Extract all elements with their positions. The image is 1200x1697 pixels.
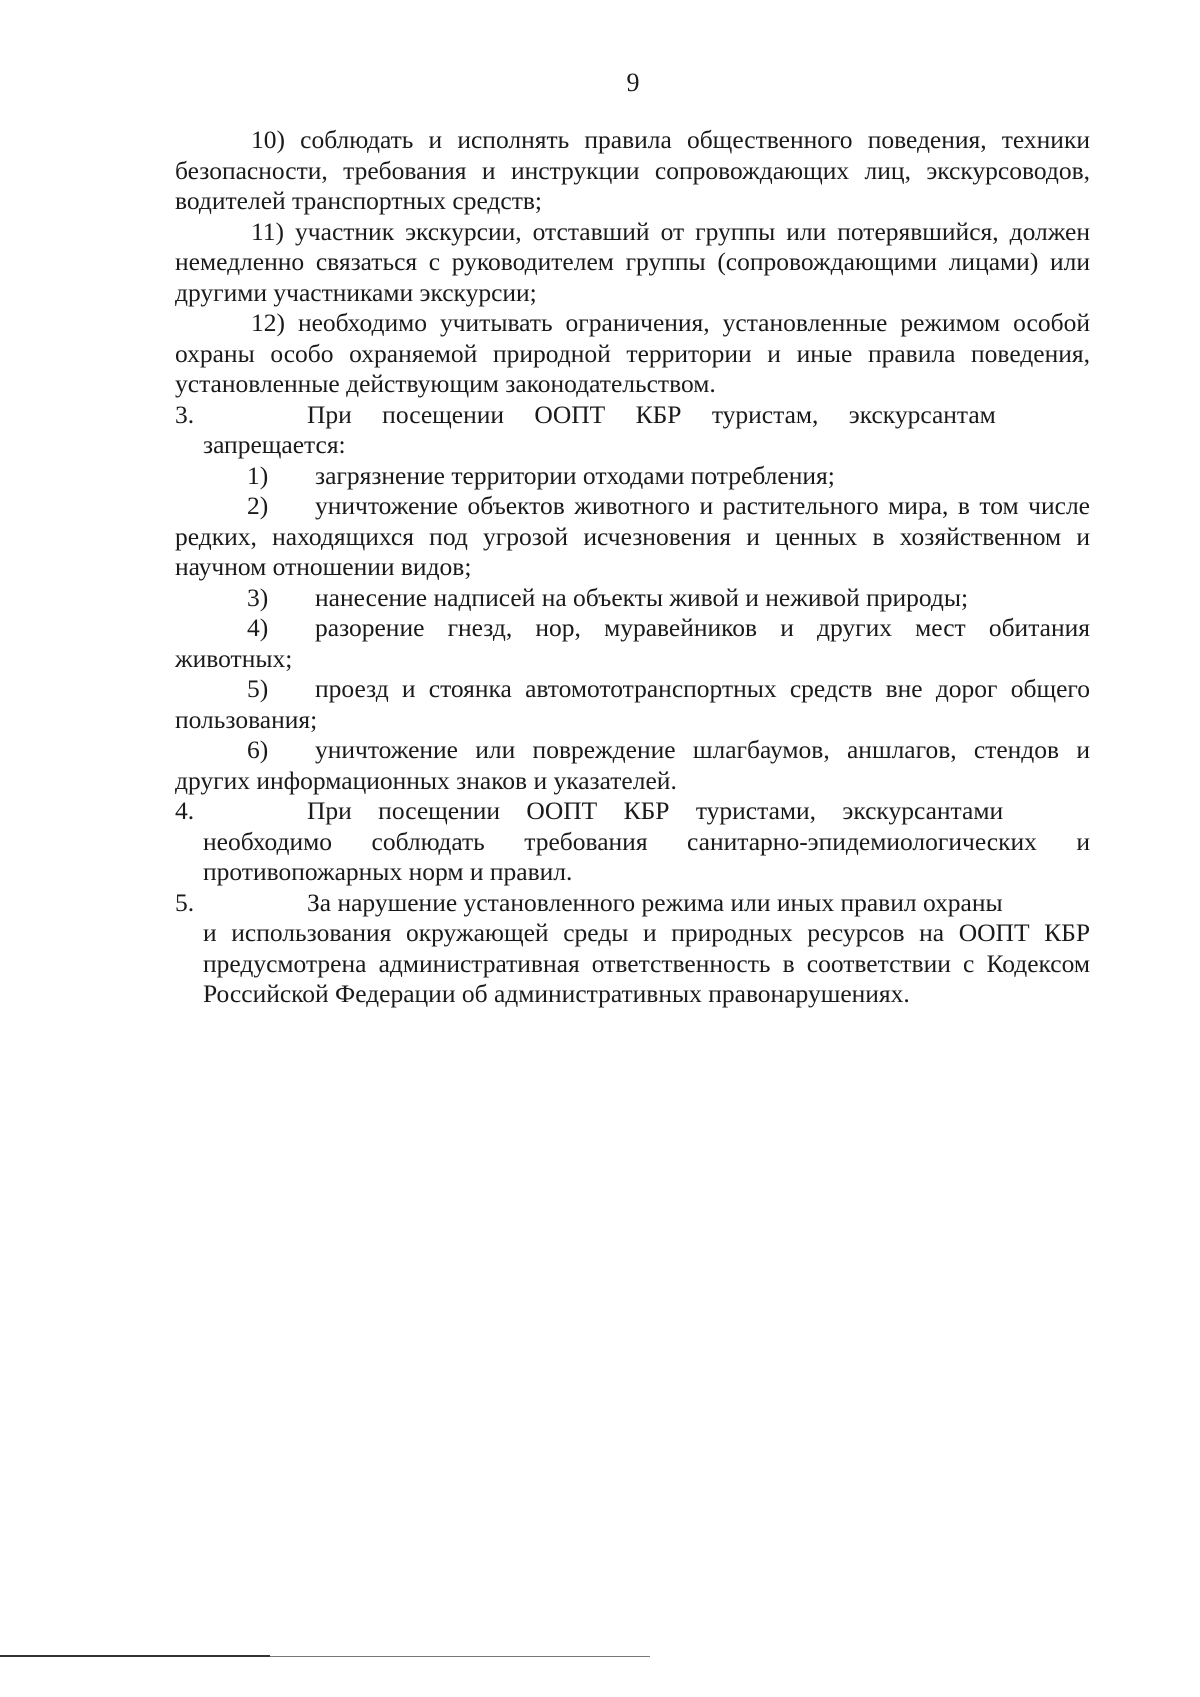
- section-3-item-3: [175, 583, 1090, 614]
- item-number: 2): [247, 491, 269, 520]
- section-5: [175, 888, 1090, 1010]
- section-5-number: 5.: [175, 887, 195, 917]
- section-5-continuation: и использования окружающей среды и природных ресурсов на ООПТ КБР предусмотрена административная ответственность в соответствии с Кодексом Российской Федерации об административных правонарушениях.: [203, 918, 1090, 1008]
- section-4-number: 4.: [175, 796, 195, 825]
- item-text: нанесение надписей на объекты живой и неживой природы;: [315, 582, 969, 612]
- item-number: 1): [247, 460, 269, 490]
- item-text: уничтожение или повреждение шлагбаумов, аншлагов, стендов и других информационных знаков и указателей.: [175, 735, 1090, 795]
- section-4: [175, 796, 1090, 888]
- item-text: загрязнение территории отходами потребления;: [315, 460, 835, 490]
- page-number: 9: [626, 68, 640, 97]
- item-text: уничтожение объектов животного и растительного мира, в том числе редких, находящихся под угрозой исчезновения и ценных в хозяйственном и научном отношении видов;: [175, 491, 1090, 581]
- section-3-item-4: [175, 613, 1090, 674]
- scan-edge-line: [0, 1655, 270, 1657]
- section-3-continuation: запрещается:: [203, 430, 346, 459]
- scan-edge-line-faint: [270, 1656, 650, 1657]
- section-4-heading: При посещении ООПТ КБР туристами, экскурсантами: [307, 796, 1004, 825]
- section-3-number: 3.: [175, 399, 195, 429]
- paragraph-12: 12) необходимо учитывать ограничения, установленные режимом особой охраны особо охраняемой природной территории и иные правила поведения, установленные действующим законодательством.: [175, 308, 1090, 398]
- section-3-item-6: [175, 735, 1090, 796]
- item-text: проезд и стоянка автомототранспортных средств вне дорог общего пользования;: [175, 674, 1090, 734]
- section-3-heading: При посещении ООПТ КБР туристам, экскурсантам: [307, 399, 996, 429]
- item-text: разорение гнезд, нор, муравейников и других мест обитания животных;: [175, 613, 1090, 673]
- document-body: [175, 125, 1090, 1010]
- section-3-item-1: [175, 461, 1090, 492]
- section-3-item-2: [175, 491, 1090, 583]
- item-number: 4): [247, 613, 269, 642]
- item-number: 3): [247, 582, 269, 612]
- section-3-item-5: [175, 674, 1090, 735]
- section-4-continuation: необходимо соблюдать требования санитарно-эпидемиологических и противопожарных норм и правил.: [203, 826, 1090, 886]
- paragraph-11: 11) участник экскурсии, отставший от группы или потерявшийся, должен немедленно связаться с руководителем группы (сопровождающими лицами) или другими участниками экскурсии;: [175, 216, 1090, 307]
- item-number: 5): [247, 674, 269, 703]
- paragraph-10: 10) соблюдать и исполнять правила общественного поведения, техники безопасности, требования и инструкции сопровождающих лиц, экскурсоводов, водителей транспортных средств;: [175, 125, 1090, 215]
- section-3: [175, 400, 1090, 461]
- item-number: 6): [247, 735, 269, 764]
- section-5-heading: За нарушение установленного режима или иных правил охраны: [307, 887, 1003, 917]
